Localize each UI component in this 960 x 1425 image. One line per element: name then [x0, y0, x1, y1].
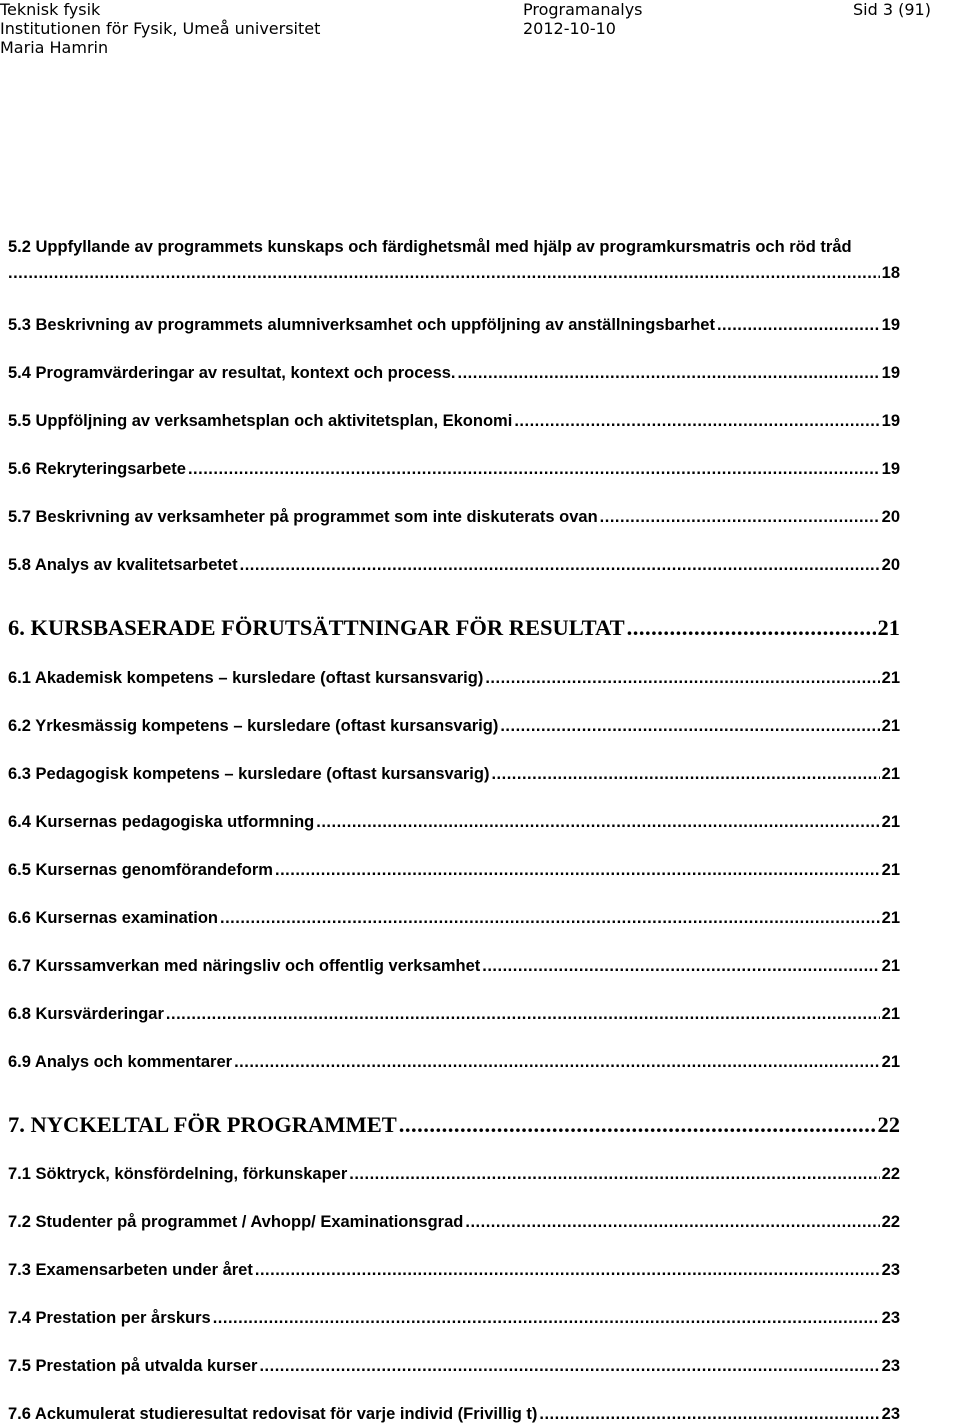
toc-entry-7-6[interactable] — [8, 1401, 900, 1425]
toc-entry-7-1[interactable] — [8, 1161, 900, 1185]
header-institution: Institutionen för Fysik, Umeå universitet — [0, 19, 321, 38]
toc-entry-6-1[interactable] — [8, 665, 900, 689]
toc-entry-title: 6.6 Kursernas examination — [8, 909, 219, 927]
header-author: Maria Hamrin — [0, 38, 109, 57]
toc-entry-page: 20 — [881, 556, 900, 574]
toc-entry-page: 18 — [881, 264, 900, 282]
toc-entry-6-3[interactable] — [8, 761, 900, 785]
toc-entry-page: 23 — [881, 1405, 900, 1423]
toc-entry-title: 7.3 Examensarbeten under året — [8, 1261, 253, 1279]
toc-leader-dots — [600, 506, 880, 528]
toc-entry-5-5[interactable] — [8, 408, 900, 432]
toc-entry-page: 21 — [881, 1005, 900, 1023]
toc-leader-dots — [458, 362, 880, 384]
toc-entry-6-7[interactable] — [8, 953, 900, 977]
toc-leader-dots — [465, 1211, 879, 1233]
toc-leader-dots — [220, 907, 880, 929]
toc-leader-dots — [275, 859, 880, 881]
toc-entry-title: 6.7 Kurssamverkan med näringsliv och offentlig verksamhet — [8, 957, 481, 975]
toc-entry-title: 7.1 Söktryck, könsfördelning, förkunskaper — [8, 1165, 348, 1183]
toc-entry-page: 19 — [881, 316, 900, 334]
toc-entry-title: 5.4 Programvärderingar av resultat, kontext och process. — [8, 364, 456, 382]
toc-entry-title: 5.5 Uppföljning av verksamhetsplan och aktivitetsplan, Ekonomi — [8, 412, 513, 430]
toc-leader-dots — [482, 955, 879, 977]
toc-entry-7-2[interactable] — [8, 1209, 900, 1233]
toc-entry-page: 21 — [881, 717, 900, 735]
toc-entry-5-3[interactable] — [8, 312, 900, 336]
toc-entry-5-8[interactable] — [8, 552, 900, 576]
toc-leader-dots — [234, 1051, 880, 1073]
toc-entry-title: 6.4 Kursernas pedagogiska utformning — [8, 813, 315, 831]
toc-entry-page: 23 — [881, 1357, 900, 1375]
toc-entry-title: 7.6 Ackumulerat studieresultat redovisat för varje individ (Frivillig t) — [8, 1405, 538, 1423]
toc-entry-page: 22 — [881, 1213, 900, 1231]
toc-entry-7-4[interactable] — [8, 1305, 900, 1329]
toc-entry-title: 7.4 Prestation per årskurs — [8, 1309, 211, 1327]
toc-entry-5-7[interactable] — [8, 504, 900, 528]
toc-entry-page: 21 — [881, 765, 900, 783]
toc-entry-title: 7.5 Prestation på utvalda kurser — [8, 1357, 258, 1375]
toc-entry-5-6[interactable] — [8, 456, 900, 480]
toc-entry-5-4[interactable] — [8, 360, 900, 384]
toc-entry-title: 5.8 Analys av kvalitetsarbetet — [8, 556, 238, 574]
toc-leader-dots — [255, 1259, 880, 1281]
toc-leader-dots — [491, 763, 879, 785]
toc-leader-dots — [316, 811, 879, 833]
toc-entry-5-2[interactable] — [8, 236, 900, 286]
toc-leader-dots — [166, 1003, 880, 1025]
toc-entry-page: 22 — [881, 1165, 900, 1183]
toc-leader-dots — [514, 410, 879, 432]
header-course-name: Teknisk fysik — [0, 0, 101, 19]
toc-entry-title: 6.8 Kursvärderingar — [8, 1005, 164, 1023]
toc-leader-dots — [240, 554, 880, 576]
toc-entry-title: 6.1 Akademisk kompetens – kursledare (oftast kursansvarig) — [8, 669, 484, 687]
toc-entry-page: 21 — [881, 1053, 900, 1071]
toc-entry-page: 23 — [881, 1261, 900, 1279]
toc-entry-page: 21 — [881, 909, 900, 927]
toc-entry-title: 6.9 Analys och kommentarer — [8, 1053, 233, 1071]
toc-chapter-7[interactable] — [8, 1109, 900, 1139]
toc-leader-dots — [627, 614, 876, 642]
toc-leader-dots — [259, 1355, 879, 1377]
header-date: 2012-10-10 — [523, 19, 616, 38]
toc-leader-dots — [539, 1403, 879, 1425]
toc-entry-title: 6.3 Pedagogisk kompetens – kursledare (oftast kursansvarig) — [8, 765, 490, 783]
toc-entry-6-9[interactable] — [8, 1049, 900, 1073]
toc-entry-page: 19 — [881, 412, 900, 430]
toc-chapter-page: 21 — [877, 615, 900, 640]
toc-entry-7-5[interactable] — [8, 1353, 900, 1377]
toc-entry-title: 7.2 Studenter på programmet / Avhopp/ Examinationsgrad — [8, 1213, 464, 1231]
toc-entry-page: 21 — [881, 813, 900, 831]
toc-entry-page: 21 — [881, 861, 900, 879]
toc-entry-title: 5.2 Uppfyllande av programmets kunskaps och färdighetsmål med hjälp av programkursmatris och röd tråd — [8, 238, 852, 256]
header-page-number: Sid 3 (91) — [853, 0, 931, 19]
toc-entry-6-4[interactable] — [8, 809, 900, 833]
toc-chapter-title: 7. NYCKELTAL FÖR PROGRAMMET — [8, 1112, 397, 1137]
toc-chapter-title: 6. KURSBASERADE FÖRUTSÄTTNINGAR FÖR RESULTAT — [8, 615, 625, 640]
toc-leader-dots — [349, 1163, 879, 1185]
toc-entry-6-2[interactable] — [8, 713, 900, 737]
toc-leader-dots — [213, 1307, 880, 1329]
toc-leader-dots — [399, 1111, 876, 1139]
toc-leader-dots — [8, 262, 880, 284]
toc-entry-page: 19 — [881, 364, 900, 382]
toc-entry-page: 19 — [881, 460, 900, 478]
toc-entry-page: 21 — [881, 669, 900, 687]
toc-entry-6-6[interactable] — [8, 905, 900, 929]
toc-entry-6-8[interactable] — [8, 1001, 900, 1025]
toc-entry-title: 5.6 Rekryteringsarbete — [8, 460, 186, 478]
toc-entry-7-3[interactable] — [8, 1257, 900, 1281]
toc-entry-page: 20 — [881, 508, 900, 526]
toc-chapter-page: 22 — [877, 1112, 900, 1137]
toc-leader-dots — [188, 458, 880, 480]
toc-entry-title: 5.7 Beskrivning av verksamheter på programmet som inte diskuterats ovan — [8, 508, 598, 526]
toc-leader-dots — [485, 667, 879, 689]
toc-entry-6-5[interactable] — [8, 857, 900, 881]
toc-entry-page: 21 — [881, 957, 900, 975]
toc-leader-dots — [717, 314, 880, 336]
toc-entry-title: 6.5 Kursernas genomförandeform — [8, 861, 273, 879]
toc-leader-dots — [500, 715, 879, 737]
toc-chapter-6[interactable] — [8, 612, 900, 642]
toc-entry-page: 23 — [881, 1309, 900, 1327]
toc-entry-title: 5.3 Beskrivning av programmets alumniverksamhet och uppföljning av anställningsbarhet — [8, 316, 715, 334]
toc-entry-title: 6.2 Yrkesmässig kompetens – kursledare (oftast kursansvarig) — [8, 717, 499, 735]
header-document-title: Programanalys — [523, 0, 643, 19]
